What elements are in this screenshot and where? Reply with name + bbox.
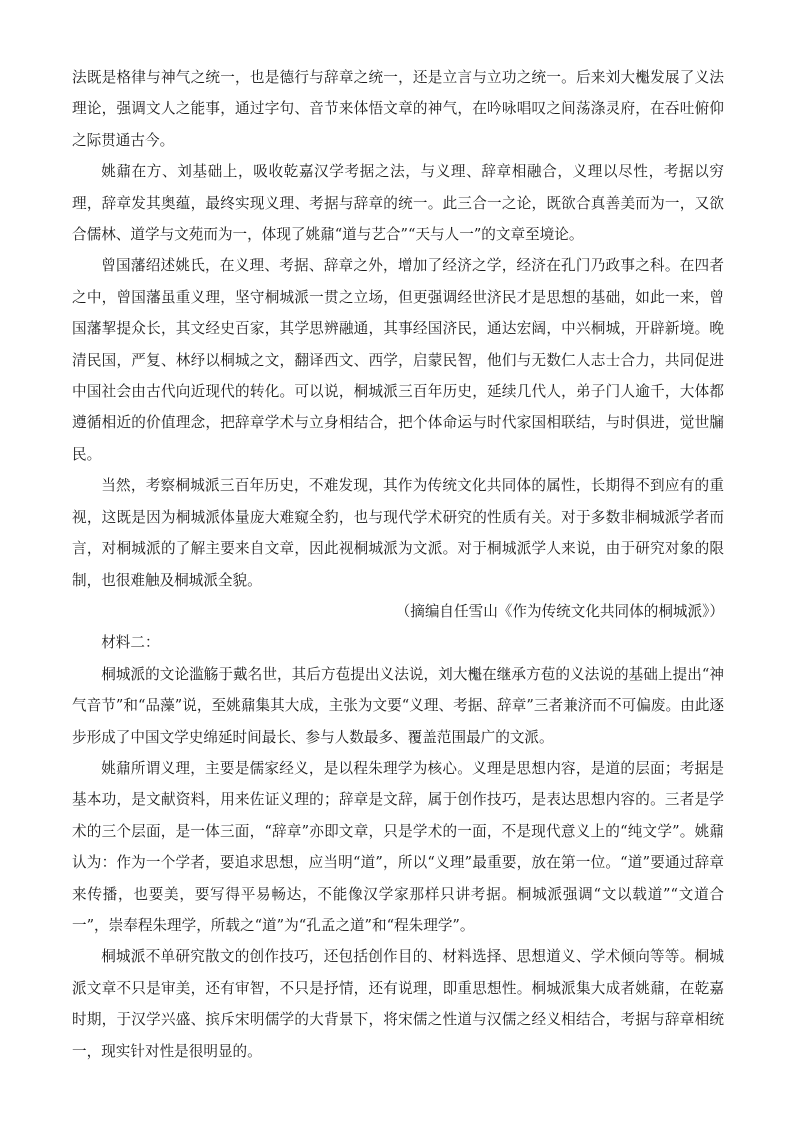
paragraph-continued: 法既是格律与神气之统一，也是德行与辞章之统一，还是立言与立功之统一。后来刘大櫆发展了义法理论，强调文人之能事，通过字句、音节来体悟文章的神气，在吟咏唱叹之间荡涤灵府，在吞吐俯仰之际贯通古今。 bbox=[72, 69, 724, 149]
paragraph-creative-technique: 桐城派不单研究散文的创作技巧，还包括创作目的、材料选择、思想道义、学术倾向等等。桐城派文章不只是审美，还有审智，不只是抒情，还有说理，即重思想性。桐城派集大成者姚鼐，在乾嘉时期，于汉学兴盛、摈斥宋明儒学的大背景下，将宋儒之性道与汉儒之经义相结合，考据与辞章相统一，现实针对性是很明显的。 bbox=[72, 948, 724, 1060]
paragraph-origin: 桐城派的文论滥觞于戴名世，其后方苞提出义法说，刘大櫆在继承方苞的义法说的基础上提出“神气音节”和“品藻”说，至姚鼐集其大成，主张为文要“义理、考据、辞章”三者兼济而不可偏废。由此逐步形成了中国文学史绵延时间最长、参与人数最多、覆盖范围最广的文派。 bbox=[72, 665, 724, 746]
paragraph-zeng-guofan: 曾国藩绍述姚氏，在义理、考据、辞章之外，增加了经济之学，经济在孔门乃政事之科。在四者之中，曾国藩虽重义理，坚守桐城派一贯之立场，但更强调经世济民才是思想的基础，如此一来，曾国藩挈提众长，其文经史百家，其学思辨融通，其事经国济民，通达宏阔，中兴桐城，开辟新境。晚清民国，严复、林纾以桐城之文，翻译西文、西学，启蒙民智，他们与无数仁人志士合力，共同促进中国社会由古代向近现代的转化。可以说，桐城派三百年历史，延续几代人，弟子门人逾千，大体都遵循相近的价值理念，把辞章学术与立身相结合，把个体命运与时代家国相联结，与时俱进，觉世牖民。 bbox=[72, 257, 724, 463]
paragraph-conclusion: 当然，考察桐城派三百年历史，不难发现，其作为传统文化共同体的属性，长期得不到应有的重视，这既是因为桐城派体量庞大难窥全豹，也与现代学术研究的性质有关。对于多数非桐城派学者而言，对桐城派的了解主要来自文章，因此视桐城派为文派。对于桐城派学人来说，由于研究对象的限制，也很难触及桐城派全貌。 bbox=[72, 477, 724, 589]
paragraph-yao-nai: 姚鼐在方、刘基础上，吸收乾嘉汉学考据之法，与义理、辞章相融合，义理以尽性，考据以穷理，辞章发其奥蕴，最终实现义理、考据与辞章的统一。此三合一之论，既欲合真善美而为一，又欲合儒林、道学与文苑而为一，体现了姚鼐“道与艺合”“天与人一”的文章至境论。 bbox=[72, 163, 724, 244]
document-page bbox=[72, 62, 724, 1067]
material-two-heading: 材料二： bbox=[101, 634, 160, 652]
paragraph-yili: 姚鼐所谓义理，主要是儒家经义，是以程朱理学为核心。义理是思想内容，是道的层面；考据是基本功，是文献资料，用来佐证义理的；辞章是文辞，属于创作技巧，是表达思想内容的。三者是学术的三个层面，是一体三面，“辞章”亦即文章，只是学术的一面，不是现代意义上的“纯文学”。姚鼐认为：作为一个学者，要追求思想，应当明“道”，所以“义理”最重要，放在第一位。“道”要通过辞章来传播，也要美，要写得平易畅达，不能像汉学家那样只讲考据。桐城派强调“文以载道”“文道合一”，崇奉程朱理学，所载之“道”为“孔孟之道”和“程朱理学”。 bbox=[72, 759, 724, 934]
source-citation: （摘编自任雪山《作为传统文化共同体的桐城派》） bbox=[395, 602, 724, 620]
